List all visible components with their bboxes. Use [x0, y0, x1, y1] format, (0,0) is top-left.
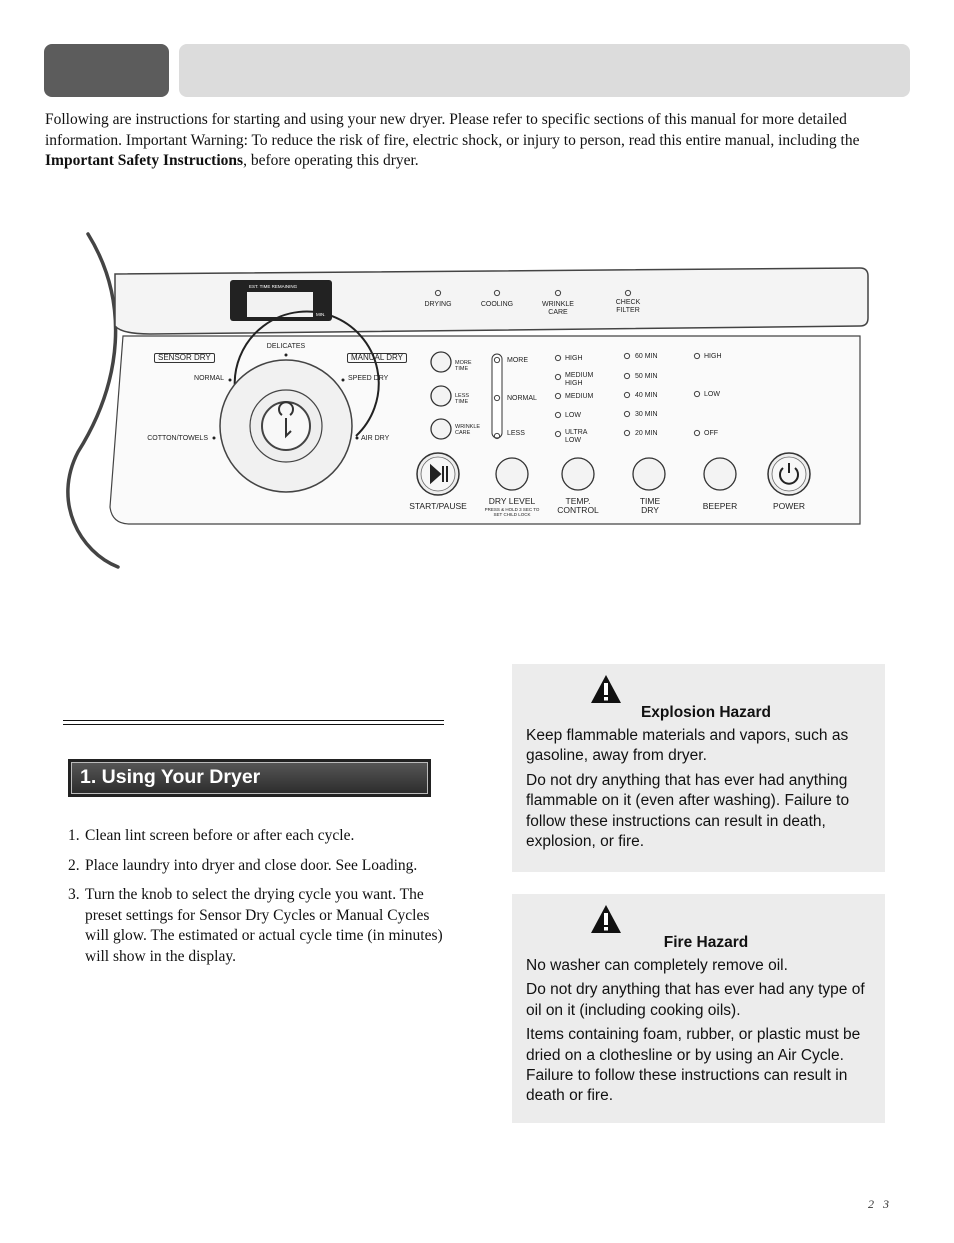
step-number: 1. — [68, 827, 80, 844]
intro-text-end: , before operating this dryer. — [243, 152, 419, 170]
intro-bold-text: Important Safety Instructions — [45, 152, 244, 170]
status-check-filter: CHECK FILTER — [615, 299, 641, 314]
temp-medium-high: MEDIUM HIGH — [565, 372, 594, 387]
warning-title: Fire Hazard — [663, 934, 749, 951]
cycle-normal[interactable]: NORMAL — [194, 375, 224, 382]
manual-dry-label: MANUAL DRY — [347, 353, 407, 363]
beeper-off: OFF — [704, 430, 718, 437]
warning-icon — [590, 904, 622, 934]
temp-medium: MEDIUM — [565, 393, 594, 400]
warning-icon — [590, 674, 622, 704]
warning-title: Explosion Hazard — [640, 704, 772, 721]
temp-low: LOW — [565, 412, 581, 419]
cycle-speed-dry[interactable]: SPEED DRY — [348, 375, 389, 382]
display-unit: MIN. — [316, 312, 326, 317]
header-tab — [44, 44, 169, 97]
warning-text: Do not dry anything that has ever had any type of oil on it (including cooking oils). — [526, 981, 865, 1019]
section-title: 1. Using Your Dryer — [71, 762, 428, 794]
list-item — [68, 885, 448, 967]
fire-warning-box — [512, 894, 885, 1123]
child-lock-note: PRESS & HOLD 3 SEC TO SET CHILD LOCK — [484, 507, 540, 517]
cycle-delicates[interactable]: DELICATES — [266, 343, 306, 350]
dry-level-normal: NORMAL — [507, 395, 537, 402]
beeper-label[interactable]: BEEPER — [702, 501, 738, 511]
step-text: Clean lint screen before or after each cycle. — [85, 827, 355, 844]
temp-high: HIGH — [565, 355, 583, 362]
step-number: 3. — [68, 886, 80, 903]
cycle-cotton-towels[interactable]: COTTON/TOWELS — [147, 435, 208, 442]
dry-level-label[interactable]: DRY LEVEL — [488, 496, 536, 506]
explosion-warning-box — [512, 664, 885, 872]
dry-level-more: MORE — [507, 357, 528, 364]
display-label: EST. TIME REMAINING — [249, 284, 298, 289]
intro-text: Following are instructions for starting and using your new dryer. Please refer to specific sections of this manual for more detailed information. Important Warning: To reduce the risk of fire, electric shock, or injury to person, read this entire manual, including the — [45, 111, 860, 149]
section-divider — [63, 720, 444, 725]
warning-text: No washer can completely remove oil. — [526, 957, 788, 974]
option-wrinkle-care[interactable]: WRINKLE CARE — [455, 424, 481, 436]
time-40: 40 MIN — [635, 392, 658, 399]
option-less-time[interactable]: LESS TIME — [455, 393, 470, 405]
temp-control-label[interactable]: TEMP. CONTROL — [557, 496, 599, 515]
page-number: 2 3 — [868, 1197, 892, 1211]
time-20: 20 MIN — [635, 430, 658, 437]
header-bar — [179, 44, 910, 97]
warning-text: Items containing foam, rubber, or plastic must be dried on a clothesline or by using an Air Cycle. Failure to follow these instructions can result in death or fire. — [526, 1026, 861, 1105]
time-30: 30 MIN — [635, 411, 658, 418]
power-label[interactable]: POWER — [772, 501, 806, 511]
list-item — [68, 856, 448, 877]
beeper-low: LOW — [704, 391, 720, 398]
beeper-high: HIGH — [704, 353, 722, 360]
cycle-air-dry[interactable]: AIR DRY — [361, 435, 390, 442]
start-pause-label[interactable]: START/PAUSE — [409, 501, 467, 511]
time-50: 50 MIN — [635, 373, 658, 380]
control-panel-illustration — [60, 222, 880, 582]
steps-list — [68, 826, 448, 976]
step-text: Turn the knob to select the drying cycle you want. The preset settings for Sensor Dry Cycles or Manual Cycles will glow. The estimated or actual cycle time (in minutes) will show in the display. — [85, 886, 443, 965]
status-drying: DRYING — [424, 301, 452, 308]
list-item — [68, 826, 448, 847]
step-number: 2. — [68, 856, 80, 874]
sensor-dry-label: SENSOR DRY — [154, 353, 215, 363]
time-dry-label[interactable]: TIME DRY — [639, 496, 661, 515]
status-wrinkle-care: WRINKLE CARE — [542, 301, 574, 316]
option-more-time[interactable]: MORE TIME — [455, 360, 472, 372]
time-60: 60 MIN — [635, 353, 658, 360]
dry-level-less: LESS — [507, 430, 525, 437]
section-heading — [68, 759, 431, 797]
step-text: Place laundry into dryer and close door. See Loading. — [85, 856, 418, 874]
warning-text: Do not dry anything that has ever had anything flammable on it (even after washing). Failure to follow these instructions can result in death, explosion, or fire. — [526, 771, 850, 851]
warning-text: Keep flammable materials and vapors, such as gasoline, away from dryer. — [526, 727, 849, 765]
intro-paragraph — [45, 110, 865, 172]
status-cooling: COOLING — [480, 301, 514, 308]
temp-ultra-low: ULTRA LOW — [565, 429, 588, 444]
